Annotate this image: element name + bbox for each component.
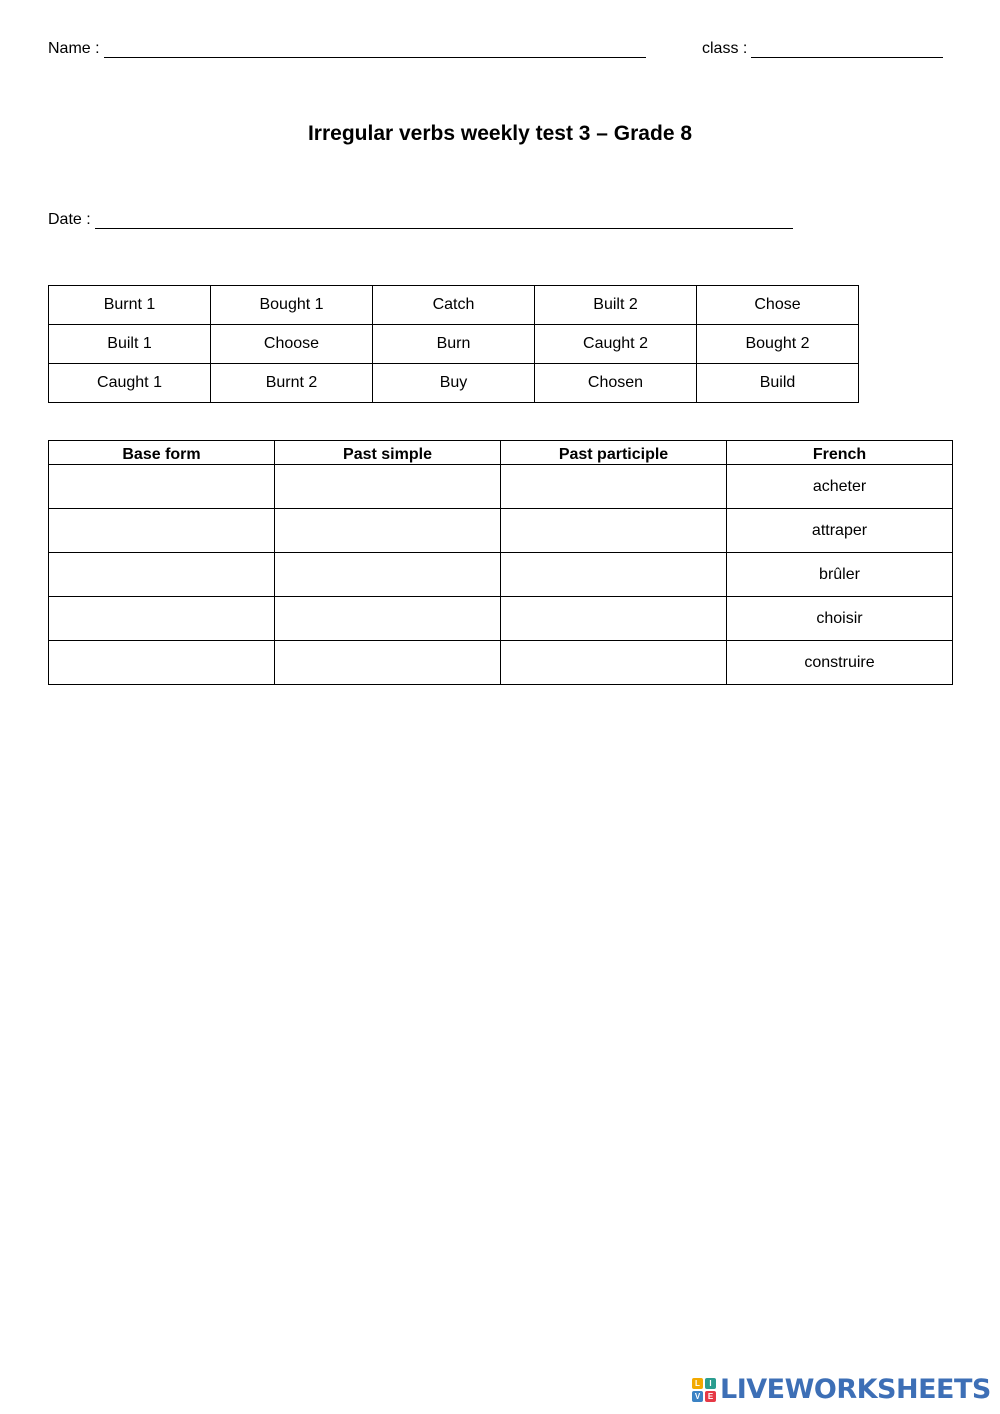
header-french: French: [727, 441, 953, 465]
class-label: class :: [702, 40, 748, 57]
past-simple-drop-zone[interactable]: [275, 641, 501, 685]
date-line: [48, 211, 793, 229]
past-simple-drop-zone[interactable]: [275, 597, 501, 641]
past-participle-drop-zone[interactable]: [501, 553, 727, 597]
word-bank-cell[interactable]: Bought 2: [697, 325, 859, 364]
logo-square: V: [692, 1391, 703, 1402]
table-row: [49, 509, 953, 553]
french-translation: attraper: [727, 509, 953, 553]
logo-square: L: [692, 1378, 703, 1389]
word-bank-cell[interactable]: Build: [697, 364, 859, 403]
word-bank-cell[interactable]: Catch: [373, 286, 535, 325]
logo-text: LIVEWORKSHEETS: [720, 1374, 991, 1405]
verb-forms-table: [48, 440, 953, 685]
past-participle-drop-zone[interactable]: [501, 641, 727, 685]
word-bank-cell[interactable]: Chosen: [535, 364, 697, 403]
french-translation: brûler: [727, 553, 953, 597]
logo-icon: [692, 1378, 716, 1402]
word-bank-cell[interactable]: Bought 1: [211, 286, 373, 325]
table-row: [49, 465, 953, 509]
liveworksheets-logo: [692, 1374, 991, 1405]
word-bank-row: [49, 364, 859, 403]
logo-square: I: [705, 1378, 716, 1389]
class-line: [702, 40, 943, 58]
past-simple-drop-zone[interactable]: [275, 465, 501, 509]
table-row: [49, 553, 953, 597]
word-bank-row: [49, 286, 859, 325]
date-label: Date :: [48, 211, 91, 228]
base-form-drop-zone[interactable]: [49, 597, 275, 641]
word-bank-cell[interactable]: Chose: [697, 286, 859, 325]
french-translation: choisir: [727, 597, 953, 641]
word-bank-cell[interactable]: Choose: [211, 325, 373, 364]
date-blank[interactable]: [95, 214, 793, 229]
base-form-drop-zone[interactable]: [49, 641, 275, 685]
word-bank-cell[interactable]: Built 1: [49, 325, 211, 364]
french-translation: acheter: [727, 465, 953, 509]
word-bank-cell[interactable]: Burnt 2: [211, 364, 373, 403]
word-bank-table: [48, 285, 859, 403]
class-blank[interactable]: [751, 43, 943, 58]
header-past-simple: Past simple: [275, 441, 501, 465]
base-form-drop-zone[interactable]: [49, 465, 275, 509]
past-participle-drop-zone[interactable]: [501, 597, 727, 641]
name-label: Name :: [48, 40, 100, 57]
word-bank-cell[interactable]: Caught 2: [535, 325, 697, 364]
word-bank-cell[interactable]: Caught 1: [49, 364, 211, 403]
table-row: [49, 597, 953, 641]
base-form-drop-zone[interactable]: [49, 553, 275, 597]
name-blank[interactable]: [104, 43, 646, 58]
past-participle-drop-zone[interactable]: [501, 509, 727, 553]
past-simple-drop-zone[interactable]: [275, 509, 501, 553]
word-bank-cell[interactable]: Buy: [373, 364, 535, 403]
past-simple-drop-zone[interactable]: [275, 553, 501, 597]
verb-table-header-row: [49, 441, 953, 465]
table-row: [49, 641, 953, 685]
word-bank-row: [49, 325, 859, 364]
header-base-form: Base form: [49, 441, 275, 465]
word-bank-cell[interactable]: Burn: [373, 325, 535, 364]
page-title: Irregular verbs weekly test 3 – Grade 8: [307, 122, 693, 145]
header-past-participle: Past participle: [501, 441, 727, 465]
name-line: [48, 40, 646, 58]
word-bank-cell[interactable]: Burnt 1: [49, 286, 211, 325]
base-form-drop-zone[interactable]: [49, 509, 275, 553]
logo-square: E: [705, 1391, 716, 1402]
french-translation: construire: [727, 641, 953, 685]
word-bank-cell[interactable]: Built 2: [535, 286, 697, 325]
past-participle-drop-zone[interactable]: [501, 465, 727, 509]
